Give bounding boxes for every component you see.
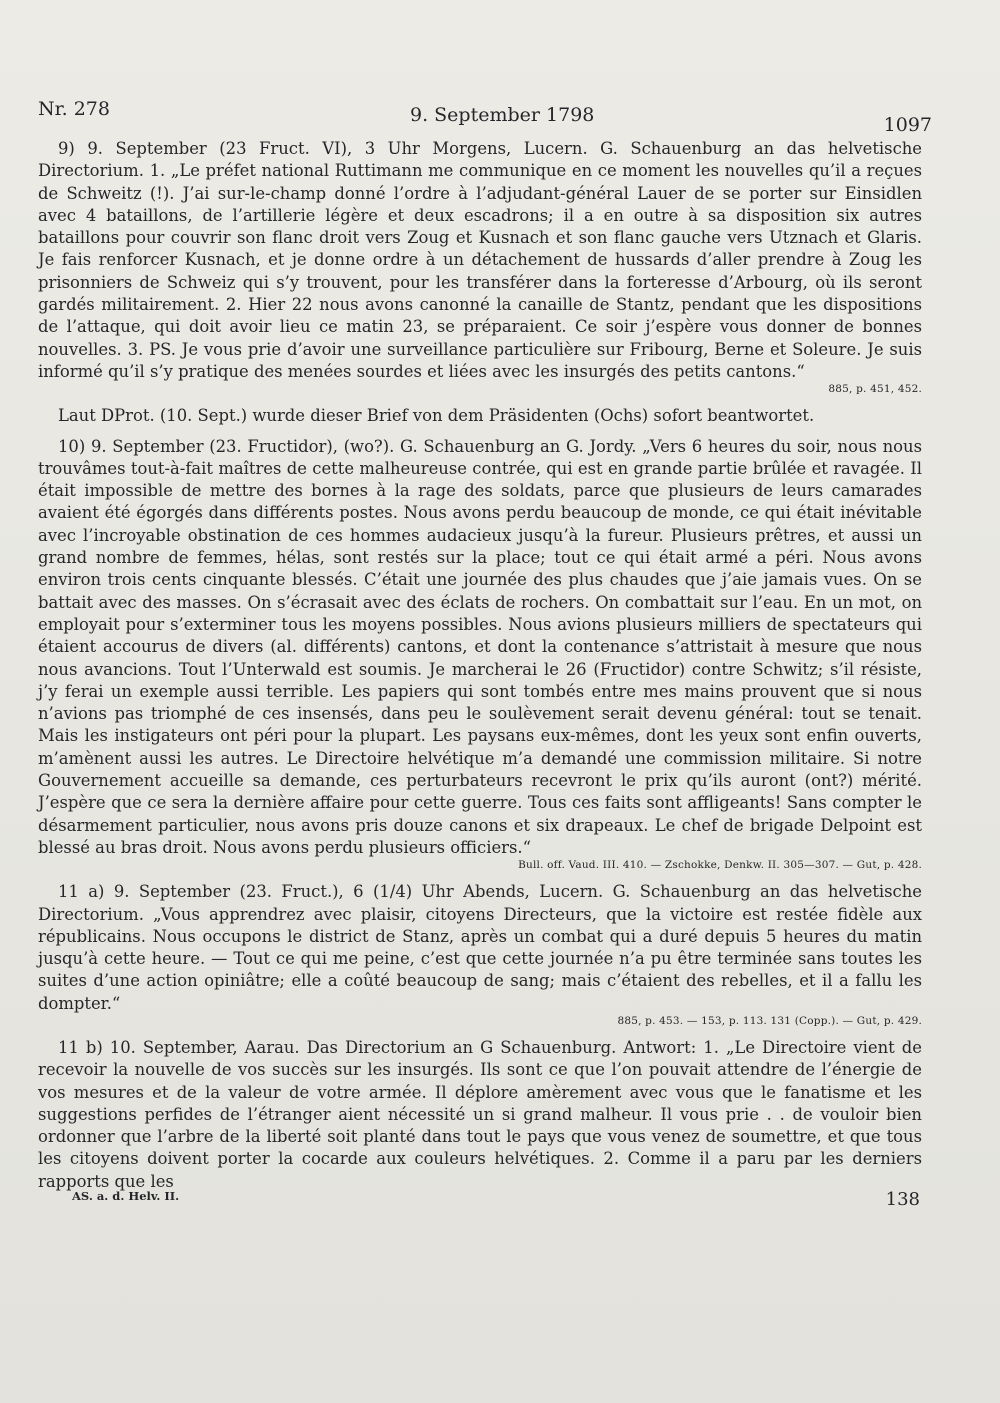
page-footer	[72, 1185, 920, 1225]
entry-text: 9) 9. September (23 Fruct. VI), 3 Uhr Morgens, Lucern. G. Schauenburg an das helvetische Directorium. 1. „Le préfet national Ruttimann me communique en ce moment les nouvelles qu’il a reçues de Schweitz (!). J’ai sur-le-champ donné l’ordre à l’adjudant-général Lauer de se porter sur Einsidlen avec 4 bataillons, de l’artillerie légère et deux escadrons; il a en outre à sa disposition six autres bataillons pour couvrir son flanc droit vers Zoug et Kusnach et son flanc gauche vers Utznach et Glaris. Je fais renforcer Kusnach, et je donne ordre à un détachement de hussards d’aller prendre à Zoug les prisonniers de Schweiz qui s’y trouvent, pour les transférer dans la forteresse d’Arbourg, où ils seront gardés militairement. 2. Hier 22 nous avons canonné la canaille de Stantz, pendant que les dispositions de l’attaque, qui doit avoir lieu ce matin 23, se préparaient. Ce soir j’espère vous donner de bonnes nouvelles. 3. PS. Je vous prie d’avoir une surveillance particulière sur Fribourg, Berne et Soleure. Je suis informé qu’il s’y pratique des menées sourdes et liées avec les insurgés des petits cantons.“	[38, 139, 922, 381]
entry-11b	[38, 1037, 922, 1193]
entry-text: Laut DProt. (10. Sept.) wurde dieser Brief von dem Präsidenten (Ochs) sofort beantwortet.	[58, 406, 815, 426]
page-body	[38, 138, 922, 1193]
entry-text: 11 b) 10. September, Aarau. Das Directorium an G Schauenburg. Antwort: 1. „Le Directoire vient de recevoir la nouvelle de vos succès sur les insurgés. Ils sont ce que l’on pouvait attendre de l’énergie de vos mesures et de la valeur de votre armée. Il déplore amèrement avec vous que le fanatisme et les suggestions perfides de l’étranger aient nécessité un si grand malheur. Il vous prie . . de vouloir bien ordonner que l’arbre de la liberté soit planté dans tout le pays que vous venez de soumettre, et que tous les citoyens doivent porter la cocarde aux couleurs helvétiques. 2. Comme il a paru par les derniers rapports que les	[38, 1037, 922, 1191]
series-signature: AS. a. d. Helv. II.	[72, 1189, 180, 1203]
page-date: 9. September 1798	[410, 104, 595, 126]
source-citation: Bull. off. Vaud. III. 410. — Zschokke, Denkw. II. 305—307. — Gut, p. 428.	[518, 859, 922, 872]
entry-10	[38, 436, 922, 874]
sheet-number: 138	[885, 1189, 920, 1210]
document-number: Nr. 278	[38, 98, 110, 120]
page-number: 1097	[883, 114, 932, 136]
source-citation: 885, p. 451, 452.	[828, 383, 922, 396]
entry-text: 11 a) 9. September (23. Fruct.), 6 (1/4) Uhr Abends, Lucern. G. Schauenburg an das helvetische Directorium. „Vous apprendrez avec plaisir, citoyens Directeurs, que la victoire est restée fidèle aux républicains. Nous occupons le district de Stanz, après un combat qui a duré depuis 5 heures du matin jusqu’à cette heure. — Tout ce qui me peine, c’est que cette journée n’a pu être terminée sans toutes les suites d’une action opiniâtre; elle a coûté beaucoup de sang; mais c’étaient des rebelles, et il a fallu les dompter.“	[38, 882, 922, 1013]
source-citation: 885, p. 453. — 153, p. 113. 131 (Copp.). — Gut, p. 429.	[617, 1014, 922, 1027]
page-header	[38, 94, 930, 134]
note-entry	[38, 405, 922, 427]
entry-text: 10) 9. September (23. Fructidor), (wo?). G. Schauenburg an G. Jordy. „Vers 6 heures du soir, nous nous trouvâmes tout-à-fait maîtres de cette malheureuse contrée, qui est en grande partie brûlée et ravagée. Il était impossible de mettre des bornes à la rage des soldats, parce que plusieurs de leurs camarades avaient été égorgés dans différents postes. Nous avons perdu beaucoup de monde, ce qui était inévitable avec l’incroyable obstination de ces hommes audacieux jusqu’à la fureur. Plusieurs prêtres, et aussi un grand nombre de femmes, hélas, sont restés sur la place; tout ce qui était armé a péri. Nous avons environ trois cents cinquante blessés. C’était une journée des plus chaudes que j’aie jamais vues. On se battait avec des masses. On s’écrasait avec des éclats de rochers. On combattait sur l’eau. En un mot, on employait pour s’exterminer tous les moyens possibles. Nous avions plusieurs milliers de spectateurs qui étaient accourus de divers (al. différents) cantons, et dont la contenance s’attristait à mesure que nous nous avancions. Tout l’Unterwald est soumis. Je marcherai le 26 (Fructidor) contre Schwitz; s’il résiste, j’y ferai un exemple aussi terrible. Les papiers qui sont tombés entre mes mains prouvent que si nous n’avions pas triomphé de ces insensés, dans peu le soulèvement serait devenu général: tout se tenait. Mais les instigateurs ont péri pour la plupart. Les paysans eux-mêmes, dont les yeux sont enfin ouverts, m’amènent aussi les autres. Le Directoire helvétique m’a demandé une commission militaire. Si notre Gouvernement accueille sa demande, ces perturbateurs recevront le prix qu’ils auront (ont?) mérité. J’espère que ce sera la dernière affaire pour cette guerre. Tous ces faits sont affligeants! Sans compter le désarmement particulier, nous avons pris douze canons et six drapeaux. Le chef de brigade Delpoint est blessé au bras droit. Nous avons perdu plusieurs officiers.“	[38, 436, 922, 857]
entry-9	[38, 138, 922, 397]
entry-11a	[38, 881, 922, 1029]
